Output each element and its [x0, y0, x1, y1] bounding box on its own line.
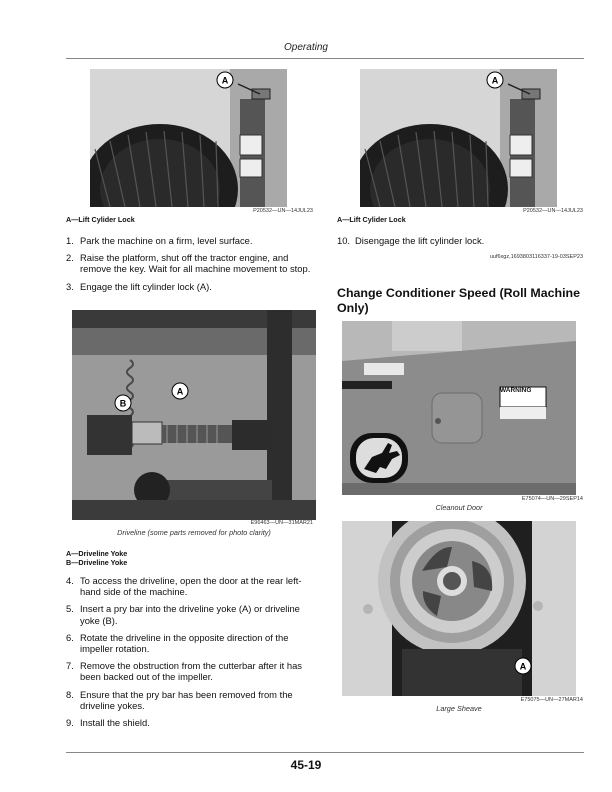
step-text: Insert a pry bar into the driveline yoke (A) or driveline yoke (B).	[80, 603, 300, 626]
step-text: Ensure that the pry bar has been removed from the driveline yokes.	[80, 688, 293, 711]
procedure-steps-1	[66, 235, 316, 298]
step-text: Rotate the driveline in the opposite direction of the impeller rotation.	[80, 631, 289, 655]
reference-id: uuf6xgz,1693803116337-19-03SEP23	[489, 254, 583, 260]
figure-caption: Large Sheave	[436, 704, 482, 713]
step-text: Disengage the lift cylinder lock.	[355, 235, 485, 246]
callout-a-label: A	[519, 661, 527, 672]
step-item	[66, 717, 316, 728]
lift-cylinder-lock-photo	[360, 69, 557, 207]
step-item	[337, 235, 583, 246]
figure-caption: Cleanout Door	[435, 503, 483, 512]
figure-code: E75074—UN—29SEP14	[521, 496, 583, 502]
step-item	[66, 660, 316, 682]
callout-a-label: A	[491, 75, 499, 86]
step-item	[66, 575, 316, 597]
step-text: To access the driveline, open the door at the rear left-hand side of the machine.	[80, 575, 302, 598]
step-item	[66, 281, 316, 292]
step-number: 10.	[337, 235, 351, 246]
step-text: Park the machine on a firm, level surface.	[80, 235, 253, 246]
step-text: Raise the platform, shut off the tractor engine, and remove the key. Wait for all machine movement to stop.	[80, 252, 311, 275]
cleanout-door-photo	[342, 321, 576, 495]
figure-legend: A—Lift Cylider Lock	[66, 215, 135, 224]
footer-rule	[66, 752, 584, 753]
step-number: 6.	[66, 631, 74, 643]
figure-caption: Driveline (some parts removed for photo clarity)	[117, 528, 271, 537]
figure-code: P20532—UN—14JUL23	[523, 208, 583, 214]
driveline-photo	[72, 310, 316, 520]
figure-code: E75075—UN—27MAR14	[520, 697, 583, 703]
callout-a-marker	[170, 381, 190, 401]
callout-a-marker	[513, 656, 533, 676]
step-text: Engage the lift cylinder lock (A).	[80, 280, 212, 292]
large-sheave-photo	[342, 521, 576, 696]
callout-a-label: A	[176, 386, 184, 397]
procedure-steps-3	[337, 235, 583, 252]
step-number: 2.	[66, 252, 74, 264]
step-number: 8.	[66, 688, 74, 700]
step-number: 9.	[66, 717, 74, 729]
step-item	[66, 235, 316, 246]
figure-legend: A—Lift Cylider Lock	[337, 215, 406, 224]
step-item	[66, 603, 316, 625]
callout-b-label: B	[119, 398, 127, 409]
step-number: 5.	[66, 603, 74, 615]
section-heading: Change Conditioner Speed (Roll Machine Only)	[337, 286, 581, 315]
callout-a-label: A	[221, 75, 229, 86]
step-number: 3.	[66, 280, 74, 292]
warning-label: WARNING	[500, 387, 532, 394]
legend-item: A—Driveline Yoke	[66, 549, 128, 558]
step-item	[66, 632, 316, 654]
step-number: 1.	[66, 235, 74, 246]
lift-cylinder-lock-photo	[90, 69, 287, 207]
figure-legend	[66, 549, 127, 567]
step-item	[66, 252, 316, 274]
page-number: 45-19	[290, 758, 322, 772]
step-number: 7.	[66, 660, 74, 672]
callout-a-marker	[215, 70, 235, 90]
step-text: Install the shield.	[80, 717, 150, 729]
figure-code: E96463—UN—31MAR21	[250, 520, 313, 526]
step-item	[66, 689, 316, 711]
procedure-steps-2	[66, 575, 316, 734]
figure-code: P20532—UN—14JUL23	[253, 208, 313, 214]
running-header: Operating	[284, 42, 328, 53]
step-number: 4.	[66, 575, 74, 586]
header-rule	[66, 58, 584, 59]
step-text: Remove the obstruction from the cutterbar after it has been backed out of the impeller.	[80, 660, 302, 683]
legend-item: B—Driveline Yoke	[66, 558, 128, 567]
callout-b-marker	[113, 393, 133, 413]
callout-a-marker	[485, 70, 505, 90]
